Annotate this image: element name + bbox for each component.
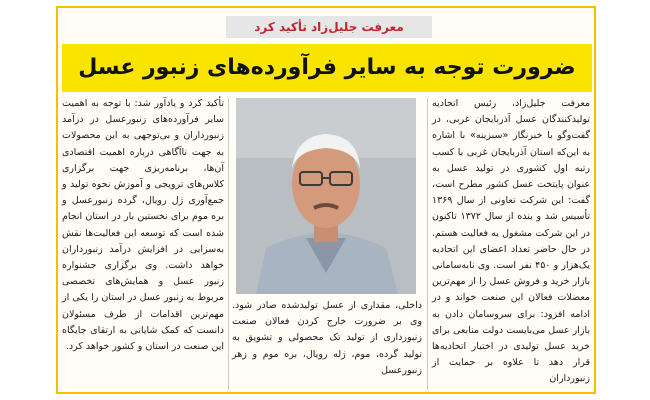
column-text: معرفت جلیل‌زاد، رئیس اتحادیه تولیدکنندگان عسل آذربایجان غربی، در گفت‌وگو با خبرنگار «سبزینه» با اشاره به این‌که استان آذربایجان غربی با کسب رتبه اول کشوری در تولید عسل به عنوان پایتخت عسل کشور مطرح است، گفت: این شرکت تعاونی از سال ۱۳۶۹ تأسیس شد و بنده از سال ۱۳۷۲ تاکنون در این شرکت مشغول به فعالیت هستم. در حال حاضر تعداد اعضای این اتحادیه یک‌هزار و ۴۵۰ نفر است. وی نابه‌سامانی بازار خرید و فروش عسل را از مهم‌ترین معضلات فعالان این صنعت خواند و در ادامه افزود: برای سروسامان دادن به بازار عسل می‌بایست دولت منابعی برای خرید عسل تولیدی در اختیار اتحادیه‌ها قرار دهد تا علاوه بر حمایت از زنبورداران: [432, 98, 590, 385]
article-column-right: [432, 96, 590, 388]
portrait-photo: [236, 98, 416, 294]
article-headline: ضرورت توجه به سایر فرآورده‌های زنبور عسل: [62, 44, 592, 92]
column-text: داخلی، مقداری از عسل تولیدشده صادر شود. وی بر ضرورت خارج کردن فعالان صنعت زنبورداری از تولید تک محصولی و تشویق به تولید گرده، موم، ژله رویال، بره موم و زهر زنبورعسل: [232, 300, 422, 376]
portrait-image: [236, 98, 416, 294]
article-kicker: معرفت جلیل‌زاد تأکید کرد: [226, 16, 432, 38]
column-text: تأکید کرد و یادآور شد: با توجه به اهمیت سایر فرآورده‌های زنبورعسل در درآمد زنبورداران و بی‌توجهی به این محصولات به جهت ناآگاهی درباره اهمیت اقتصادی آن‌ها، برنامه‌ریزی جهت برگزاری کلاس‌های ترویجی و آموزش نحوه تولید و جمع‌آوری ژل رویال، گرده زنبورعسل و بره موم برای نخستین بار در استان انجام شده است که توسعه این فعالیت‌ها نقش به‌سزایی در افزایش درآمد زنبورداران خواهد داشت. وی برگزاری جشنواره زنبور عسل و همایش‌های تخصصی مربوط به زنبور عسل در استان را یکی از مهم‌ترین اقدامات از طرف مسئولان دانست که کمک شایانی به ارتقای جایگاه این صنعت در استان و کشور خواهد کرد.: [62, 98, 224, 353]
article-column-left: [62, 96, 224, 355]
column-divider-right: [427, 98, 428, 390]
article-column-middle: [232, 298, 422, 379]
column-divider-left: [228, 98, 229, 390]
